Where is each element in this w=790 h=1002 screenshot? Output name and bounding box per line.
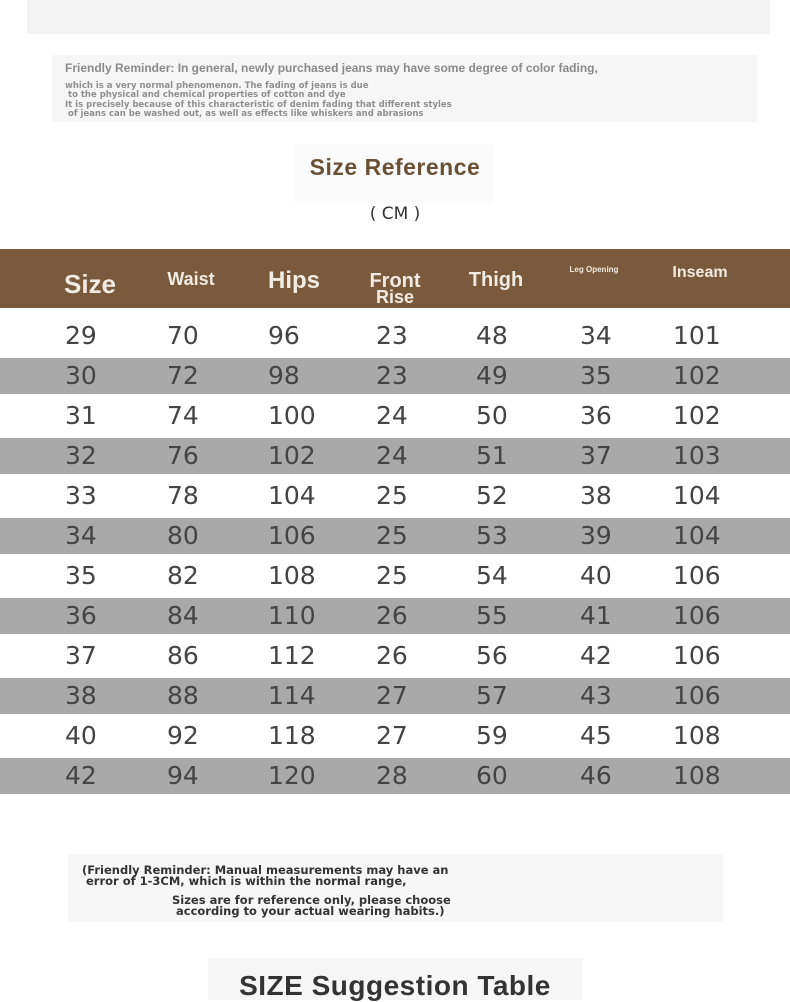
cell-size: 40 bbox=[65, 721, 97, 750]
cell-size: 35 bbox=[65, 561, 97, 590]
cell-front-rise: 27 bbox=[376, 681, 408, 710]
cell-inseam: 104 bbox=[673, 481, 721, 510]
cell-leg-opening: 35 bbox=[580, 361, 612, 390]
table-header bbox=[0, 249, 790, 308]
cell-inseam: 101 bbox=[673, 321, 721, 350]
table-row bbox=[0, 598, 790, 634]
cell-hips: 108 bbox=[268, 561, 316, 590]
cell-hips: 118 bbox=[268, 721, 316, 750]
cell-front-rise: 28 bbox=[376, 761, 408, 790]
reminder-line: which is a very normal phenomenon. The fading of jeans is due bbox=[65, 81, 369, 91]
cell-size: 38 bbox=[65, 681, 97, 710]
unit-label: ( CM ) bbox=[369, 204, 421, 224]
cell-waist: 70 bbox=[167, 321, 199, 350]
cell-leg-opening: 34 bbox=[580, 321, 612, 350]
cell-front-rise: 24 bbox=[376, 401, 408, 430]
cell-inseam: 106 bbox=[673, 601, 721, 630]
header-size: Size bbox=[63, 269, 117, 299]
cell-thigh: 60 bbox=[476, 761, 508, 790]
table-row bbox=[0, 478, 790, 514]
cell-waist: 84 bbox=[167, 601, 199, 630]
cell-thigh: 57 bbox=[476, 681, 508, 710]
table-row bbox=[0, 518, 790, 554]
cell-front-rise: 23 bbox=[376, 361, 408, 390]
reminder-line: (Friendly Reminder: Manual measurements may have an bbox=[82, 863, 449, 877]
reminder-line: error of 1-3CM, which is within the normal range, bbox=[86, 874, 407, 888]
header-inseam: Inseam bbox=[672, 264, 728, 281]
reminder-line: of jeans can be washed out, as well as effects like whiskers and abrasions bbox=[68, 109, 424, 119]
cell-front-rise: 25 bbox=[376, 521, 408, 550]
cell-front-rise: 25 bbox=[376, 561, 408, 590]
cell-size: 37 bbox=[65, 641, 97, 670]
cell-thigh: 50 bbox=[476, 401, 508, 430]
cell-waist: 80 bbox=[167, 521, 199, 550]
cell-size: 32 bbox=[65, 441, 97, 470]
table-row bbox=[0, 318, 790, 354]
table-row bbox=[0, 558, 790, 594]
size-reference-title: Size Reference bbox=[309, 154, 481, 180]
header-front-rise-bottom: Rise bbox=[375, 287, 415, 307]
cell-waist: 92 bbox=[167, 721, 199, 750]
cell-size: 31 bbox=[65, 401, 97, 430]
cell-inseam: 106 bbox=[673, 641, 721, 670]
table-row bbox=[0, 358, 790, 394]
cell-hips: 112 bbox=[268, 641, 316, 670]
cell-thigh: 56 bbox=[476, 641, 508, 670]
cell-waist: 74 bbox=[167, 401, 199, 430]
reminder-line: Sizes are for reference only, please choose bbox=[172, 893, 451, 907]
cell-thigh: 53 bbox=[476, 521, 508, 550]
cell-front-rise: 24 bbox=[376, 441, 408, 470]
cell-size: 42 bbox=[65, 761, 97, 790]
reminder-line: It is precisely because of this characteristic of denim fading that different styles bbox=[65, 100, 452, 110]
cell-hips: 104 bbox=[268, 481, 316, 510]
cell-front-rise: 23 bbox=[376, 321, 408, 350]
cell-hips: 106 bbox=[268, 521, 316, 550]
cell-leg-opening: 45 bbox=[580, 721, 612, 750]
cell-waist: 78 bbox=[167, 481, 199, 510]
cell-waist: 94 bbox=[167, 761, 199, 790]
header-thigh: Thigh bbox=[468, 269, 524, 291]
cell-inseam: 104 bbox=[673, 521, 721, 550]
cell-leg-opening: 37 bbox=[580, 441, 612, 470]
header-front-rise-top: Front bbox=[369, 270, 421, 292]
cell-inseam: 102 bbox=[673, 401, 721, 430]
cell-inseam: 108 bbox=[673, 721, 721, 750]
cell-size: 30 bbox=[65, 361, 97, 390]
cell-front-rise: 25 bbox=[376, 481, 408, 510]
cell-inseam: 103 bbox=[673, 441, 721, 470]
cell-front-rise: 26 bbox=[376, 641, 408, 670]
cell-leg-opening: 36 bbox=[580, 401, 612, 430]
color-fading-reminder bbox=[52, 55, 757, 122]
cell-thigh: 55 bbox=[476, 601, 508, 630]
table-row bbox=[0, 758, 790, 794]
size-suggestion-title: SIZE Suggestion Table bbox=[239, 970, 551, 1001]
cell-waist: 88 bbox=[167, 681, 199, 710]
table-row bbox=[0, 398, 790, 434]
cell-front-rise: 26 bbox=[376, 601, 408, 630]
cell-leg-opening: 40 bbox=[580, 561, 612, 590]
cell-thigh: 59 bbox=[476, 721, 508, 750]
cell-hips: 114 bbox=[268, 681, 316, 710]
reminder-line: according to your actual wearing habits.) bbox=[176, 904, 445, 918]
cell-hips: 120 bbox=[268, 761, 316, 790]
table-row bbox=[0, 438, 790, 474]
cell-inseam: 108 bbox=[673, 761, 721, 790]
cell-size: 29 bbox=[65, 321, 97, 350]
measurement-reminder bbox=[68, 854, 723, 922]
cell-leg-opening: 38 bbox=[580, 481, 612, 510]
cell-size: 36 bbox=[65, 601, 97, 630]
cell-thigh: 51 bbox=[476, 441, 508, 470]
header-waist: Waist bbox=[167, 269, 215, 289]
cell-waist: 82 bbox=[167, 561, 199, 590]
reminder-heading: Friendly Reminder: In general, newly purchased jeans may have some degree of color fading, bbox=[65, 61, 598, 75]
table-row bbox=[0, 678, 790, 714]
top-banner-strip bbox=[27, 0, 770, 34]
table-row bbox=[0, 718, 790, 754]
header-hips: Hips bbox=[267, 267, 320, 294]
cell-leg-opening: 43 bbox=[580, 681, 612, 710]
cell-inseam: 102 bbox=[673, 361, 721, 390]
table-row bbox=[0, 638, 790, 674]
cell-waist: 86 bbox=[167, 641, 199, 670]
cell-waist: 76 bbox=[167, 441, 199, 470]
cell-inseam: 106 bbox=[673, 561, 721, 590]
cell-size: 34 bbox=[65, 521, 97, 550]
cell-leg-opening: 39 bbox=[580, 521, 612, 550]
cell-inseam: 106 bbox=[673, 681, 721, 710]
cell-leg-opening: 42 bbox=[580, 641, 612, 670]
header-leg-opening: Leg Opening bbox=[569, 265, 619, 274]
cell-front-rise: 27 bbox=[376, 721, 408, 750]
cell-thigh: 52 bbox=[476, 481, 508, 510]
cell-thigh: 54 bbox=[476, 561, 508, 590]
cell-hips: 102 bbox=[268, 441, 316, 470]
cell-leg-opening: 46 bbox=[580, 761, 612, 790]
cell-thigh: 49 bbox=[476, 361, 508, 390]
cell-hips: 100 bbox=[268, 401, 316, 430]
cell-hips: 96 bbox=[268, 321, 300, 350]
cell-hips: 98 bbox=[268, 361, 300, 390]
reminder-line: to the physical and chemical properties of cotton and dye bbox=[68, 90, 346, 100]
cell-thigh: 48 bbox=[476, 321, 508, 350]
cell-waist: 72 bbox=[167, 361, 199, 390]
cell-size: 33 bbox=[65, 481, 97, 510]
cell-leg-opening: 41 bbox=[580, 601, 612, 630]
cell-hips: 110 bbox=[268, 601, 316, 630]
